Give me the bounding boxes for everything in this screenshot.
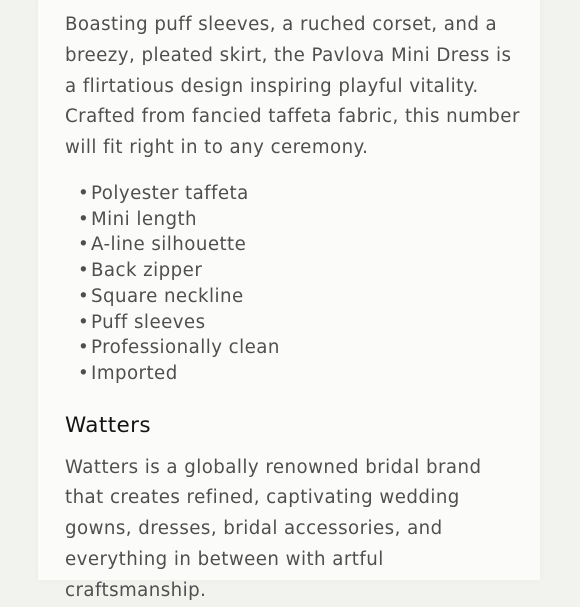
feature-label: Puff sleeves <box>91 311 206 333</box>
feature-label: Back zipper <box>91 260 203 282</box>
feature-label: Polyester taffeta <box>91 182 249 204</box>
product-description: Boasting puff sleeves, a ruched corset, and a breezy, pleated skirt, the Pavlova Mini Dress is a flirtatious design inspiring playful vitality. Crafted from fancied taffeta fabric, this number will fit right in to any ceremony. <box>65 14 520 159</box>
feature-label: Imported <box>91 362 178 384</box>
feature-list <box>65 181 520 387</box>
feature-label: Professionally clean <box>91 337 280 359</box>
feature-item <box>65 258 520 284</box>
bullet-icon: • <box>78 285 90 307</box>
feature-item <box>65 284 520 310</box>
bullet-icon: • <box>78 234 90 256</box>
feature-item <box>65 207 520 233</box>
feature-label: Mini length <box>91 208 198 230</box>
bullet-icon: • <box>78 337 90 359</box>
bullet-icon: • <box>78 311 90 333</box>
feature-label: Square neckline <box>91 285 244 307</box>
brand-description: Watters is a globally renowned bridal brand that creates refined, captivating wedding gowns, dresses, bridal accessories, and everything in between with artful craftsmanship. <box>65 456 482 601</box>
brand-heading: Watters <box>65 412 151 438</box>
feature-item <box>65 181 520 207</box>
product-details-content <box>65 10 520 607</box>
bullet-icon: • <box>78 182 90 204</box>
feature-item <box>65 310 520 336</box>
feature-item <box>65 232 520 258</box>
feature-label: A-line silhouette <box>91 234 247 256</box>
bullet-icon: • <box>78 208 90 230</box>
feature-item <box>65 361 520 387</box>
bullet-icon: • <box>78 260 90 282</box>
bullet-icon: • <box>78 362 90 384</box>
product-details-card <box>38 0 540 601</box>
feature-item <box>65 335 520 361</box>
